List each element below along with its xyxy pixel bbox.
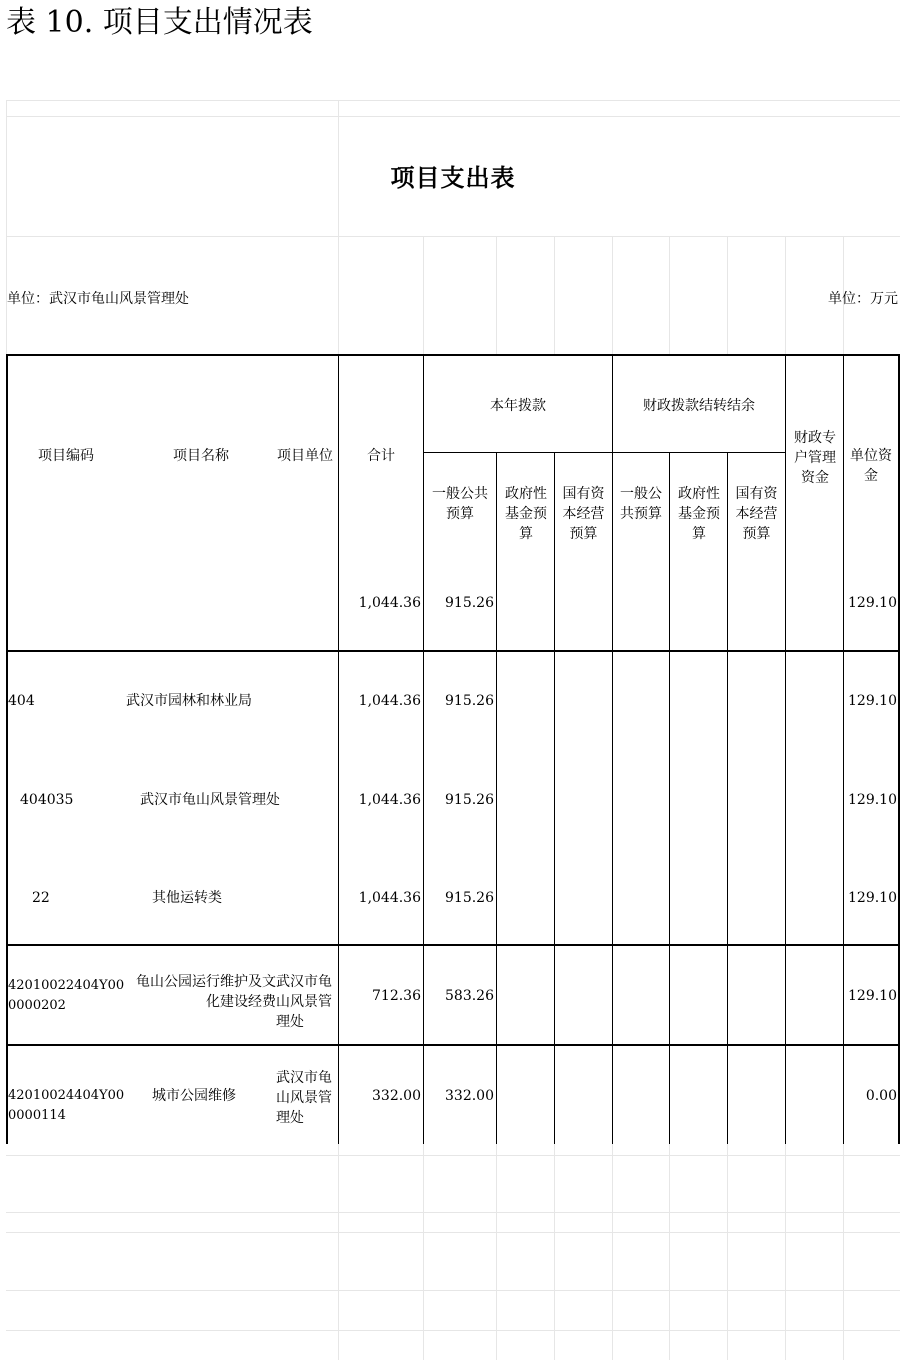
cell-general: 583.26 [445, 988, 494, 1004]
project-expenditure-table [6, 354, 900, 1144]
header-unit-funds: 单位资金 [850, 448, 892, 484]
header-gov-fund-2: 政府性基金预算 [678, 486, 720, 542]
header-carryover: 财政拨款结转结余 [643, 398, 755, 414]
unit-right-label: 单位：万元 [828, 291, 898, 307]
unit-left-label: 单位：武汉市龟山风景管理处 [7, 291, 189, 307]
cell-unit-funds: 129.10 [848, 988, 897, 1004]
cell-unit-funds: 0.00 [865, 1088, 897, 1104]
cell-general: 332.00 [445, 1088, 494, 1104]
cell-general: 915.26 [445, 595, 494, 611]
cell-code: 404035 [20, 792, 74, 808]
header-general-budget: 一般公共预算 [432, 486, 488, 522]
sheet-title: 项目支出表 [390, 163, 516, 192]
header-name: 项目名称 [173, 448, 229, 464]
cell-unit-funds: 129.10 [848, 792, 897, 808]
header-code: 项目编码 [38, 448, 94, 464]
cell-unit-funds: 129.10 [848, 595, 897, 611]
cell-general: 915.26 [445, 890, 494, 906]
header-state-capital: 国有资本经营预算 [562, 486, 605, 542]
cell-code: 404 [8, 693, 35, 709]
header-special-funds: 财政专户管理资金 [794, 430, 836, 486]
cell-total: 1,044.36 [358, 693, 421, 709]
header-general-budget-2: 一般公共预算 [620, 486, 662, 522]
cell-total: 1,044.36 [358, 595, 421, 611]
header-state-capital-2: 国有资本经营预算 [735, 486, 778, 542]
header-gov-fund: 政府性基金预算 [505, 486, 547, 542]
cell-general: 915.26 [445, 693, 494, 709]
cell-total: 712.36 [372, 988, 421, 1004]
cell-total: 332.00 [372, 1088, 421, 1104]
cell-name: 其他运转类 [152, 890, 222, 906]
cell-total: 1,044.36 [358, 792, 421, 808]
cell-general: 915.26 [445, 792, 494, 808]
cell-code: 42010022404Y000000202 [8, 978, 125, 1013]
cell-unit: 武汉市龟山风景管理处 [276, 1070, 332, 1126]
cell-unit-funds: 129.10 [848, 693, 897, 709]
cell-code: 42010024404Y000000114 [8, 1088, 125, 1123]
document-title: 表 10. 项目支出情况表 [6, 5, 313, 40]
cell-name: 城市公园维修 [152, 1088, 236, 1104]
cell-code: 22 [32, 890, 50, 906]
header-current-year: 本年拨款 [490, 398, 546, 414]
cell-total: 1,044.36 [358, 890, 421, 906]
cell-name: 武汉市园林和林业局 [126, 693, 252, 709]
cell-name: 龟山公园运行维护及文化建设经费 [136, 974, 276, 1010]
header-total: 合计 [367, 448, 395, 464]
cell-name: 武汉市龟山风景管理处 [140, 792, 280, 808]
cell-unit: 武汉市龟山风景管理处 [276, 974, 332, 1030]
cell-unit-funds: 129.10 [848, 890, 897, 906]
header-unit: 项目单位 [277, 448, 333, 464]
